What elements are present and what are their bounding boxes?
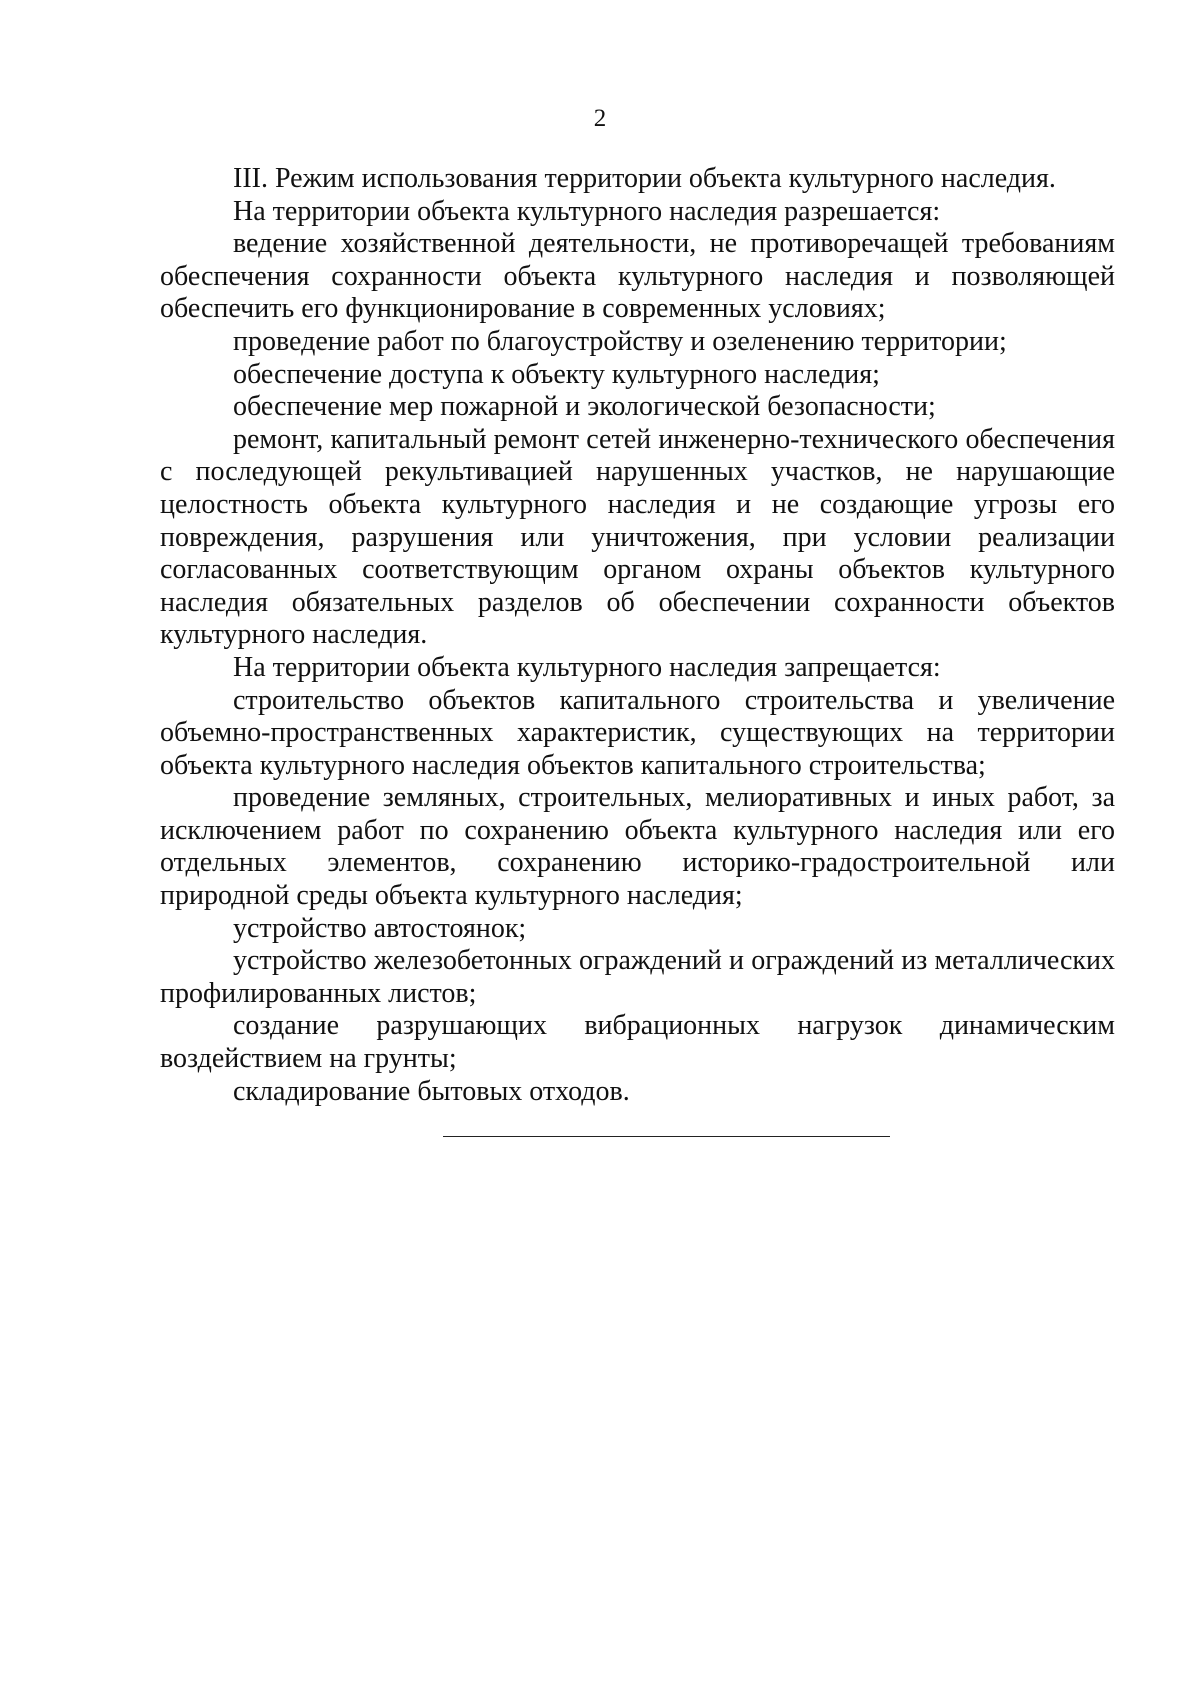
prohibited-item-vibration: создание разрушающих вибрационных нагрузок динамическим воздействием на грунты;: [160, 1010, 1115, 1075]
prohibited-intro: На территории объекта культурного наследия запрещается:: [233, 651, 941, 683]
section-heading-iii: III. Режим использования территории объекта культурного наследия.: [233, 163, 1056, 194]
permitted-item-access: обеспечение доступа к объекту культурного наследия;: [233, 358, 880, 390]
prohibited-item-construction: строительство объектов капитального строительства и увеличение объемно-пространственных характеристик, существующих на территории объекта культурного наследия объектов капитального строительства;: [160, 684, 1115, 781]
permitted-item-utility-repair: ремонт, капитальный ремонт сетей инженерно-технического обеспечения с последующей рекультивацией нарушенных участков, не нарушающие целостность объекта культурного наследия и не создающие угрозы его повреждения, разрушения или уничтожения, при условии реализации согласованных соответствующим органом охраны объектов культурного наследия обязательных разделов об обеспечении сохранности объектов культурного наследия.: [160, 423, 1115, 651]
prohibited-item-waste: складирование бытовых отходов.: [233, 1075, 630, 1107]
prohibited-item-earthworks: проведение земляных, строительных, мелиоративных и иных работ, за исключением работ по сохранению объекта культурного наследия или его отдельных элементов, сохранению историко-градостроительной или природной среды объекта культурного наследия;: [160, 782, 1115, 912]
permitted-item-safety: обеспечение мер пожарной и экологической безопасности;: [233, 391, 936, 423]
end-divider-line: [443, 1136, 890, 1137]
prohibited-item-parking: устройство автостоянок;: [233, 912, 527, 944]
document-body: [160, 163, 1115, 1108]
prohibited-item-fences: устройство железобетонных ограждений и ограждений из металлических профилированных листов;: [160, 945, 1115, 1009]
permitted-intro: На территории объекта культурного наследия разрешается:: [233, 195, 941, 227]
permitted-item-economic-activity: ведение хозяйственной деятельности, не противоречащей требованиям обеспечения сохранности объекта культурного наследия и позволяющей обеспечить его функционирование в современных условиях;: [160, 228, 1115, 325]
page-number: 2: [593, 105, 607, 132]
permitted-item-landscaping: проведение работ по благоустройству и озеленению территории;: [233, 325, 1007, 357]
